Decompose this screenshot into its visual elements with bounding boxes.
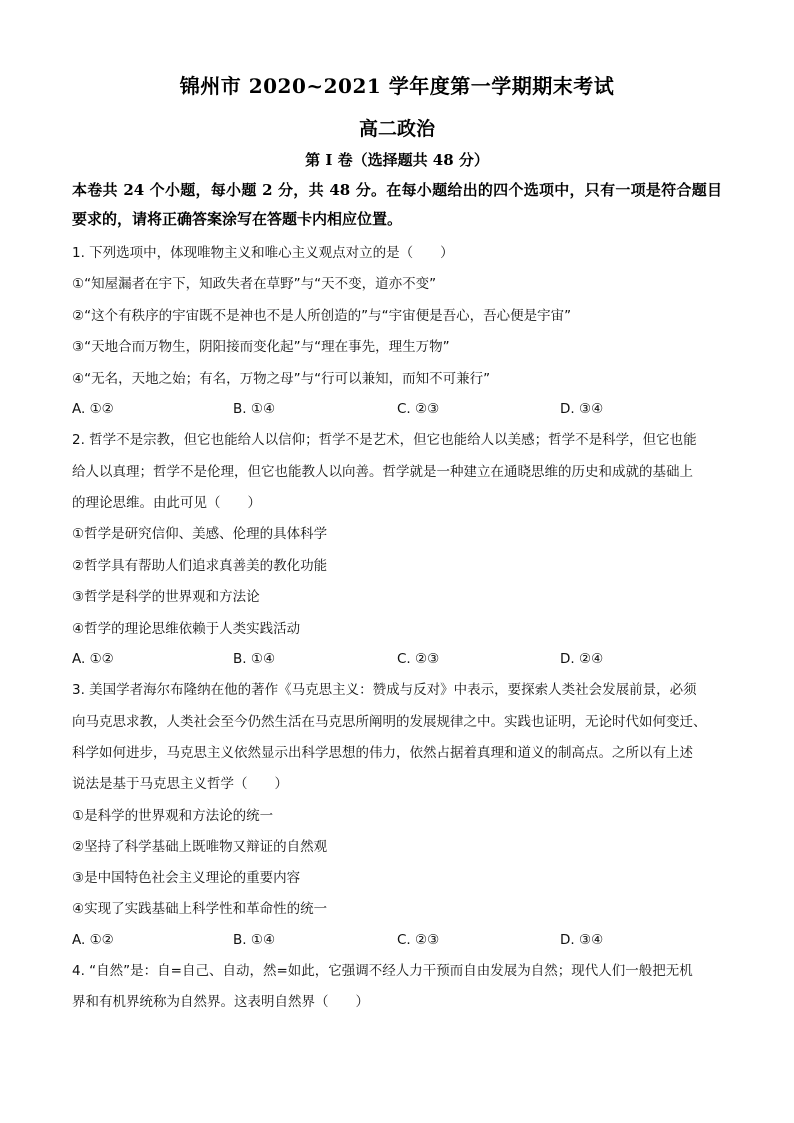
question-2-stem-line-2: 给人以真理；哲学不是伦理，但它也能教人以向善。哲学就是一种建立在通晓思维的历史和成就的基础上 xyxy=(72,464,693,480)
section-heading: 第 I 卷（选择题共 48 分） xyxy=(305,151,489,169)
instructions: 本卷共 24 个小题，每小题 2 分，共 48 分。在每小题给出的四个选项中，只有一项是符合题目要求的，请将正确答案涂写在答题卡内相应位置。 xyxy=(72,181,722,228)
question-3-option-d: D. ③④ xyxy=(560,932,604,948)
question-3-option-a: A. ①② xyxy=(72,932,114,948)
question-3-options xyxy=(72,930,722,950)
question-2-statement-3: ③哲学是科学的世界观和方法论 xyxy=(72,589,260,605)
question-3-statement-4: ④实现了实践基础上科学性和革命性的统一 xyxy=(72,901,328,917)
question-3-stem-line-2: 向马克思求教，人类社会至今仍然生活在马克思所阐明的发展规律之中。实践也证明，无论时代如何变迁、 xyxy=(72,714,707,730)
question-2-option-c: C. ②③ xyxy=(397,651,440,667)
question-1-statement-3: ③“天地合而万物生，阴阳接而变化起”与“理在事先，理生万物” xyxy=(72,339,450,355)
question-2-options xyxy=(72,649,722,669)
question-3-statement-3: ③是中国特色社会主义理论的重要内容 xyxy=(72,870,301,886)
question-3-option-c: C. ②③ xyxy=(397,932,440,948)
question-1-statement-2: ②“这个有秩序的宇宙既不是神也不是人所创造的”与“宇宙便是吾心，吾心便是宇宙” xyxy=(72,308,572,324)
question-1-option-a: A. ①② xyxy=(72,401,114,417)
question-2-option-d: D. ②④ xyxy=(560,651,604,667)
question-1-option-c: C. ②③ xyxy=(397,401,440,417)
question-3-statement-1: ①是科学的世界观和方法论的统一 xyxy=(72,808,274,824)
exam-title: 锦州市 2020~2021 学年度第一学期期末考试 xyxy=(179,74,615,98)
question-4-stem-line-1: 4. “自然”是：自=自己、自动，然=如此，它强调不经人力干预而自由发展为自然；现代人们一般把无机 xyxy=(72,963,693,979)
question-2-option-b: B. ①④ xyxy=(233,651,276,667)
question-2-statement-2: ②哲学具有帮助人们追求真善美的教化功能 xyxy=(72,558,328,574)
question-3-stem-line-3: 科学如何进步，马克思主义依然显示出科学思想的伟力，依然占据着真理和道义的制高点。之所以有上述 xyxy=(72,745,693,761)
question-2-statement-4: ④哲学的理论思维依赖于人类实践活动 xyxy=(72,621,301,637)
exam-subject: 高二政治 xyxy=(358,118,435,140)
question-1-option-b: B. ①④ xyxy=(233,401,276,417)
question-3-statement-2: ②坚持了科学基础上既唯物又辩证的自然观 xyxy=(72,839,328,855)
question-2-statement-1: ①哲学是研究信仰、美感、伦理的具体科学 xyxy=(72,526,328,542)
question-2-stem-line-3: 的理论思维。由此可见（ ） xyxy=(72,495,261,511)
question-3-stem-line-1: 3. 美国学者海尔布隆纳在他的著作《马克思主义：赞成与反对》中表示，要探索人类社会发展前景，必须 xyxy=(72,682,697,698)
question-1-statement-4: ④“无名，天地之始；有名，万物之母”与“行可以兼知，而知不可兼行” xyxy=(72,371,491,387)
question-1-stem: 1. 下列选项中，体现唯物主义和唯心主义观点对立的是（ ） xyxy=(72,245,454,261)
question-4-stem-line-2: 界和有机界统称为自然界。这表明自然界（ ） xyxy=(72,994,369,1010)
question-3-stem-line-4: 说法是基于马克思主义哲学（ ） xyxy=(72,776,288,792)
question-1-options xyxy=(72,399,722,419)
question-1-statement-1: ①“知屋漏者在宇下，知政失者在草野”与“天不变，道亦不变” xyxy=(72,276,437,292)
question-2-stem-line-1: 2. 哲学不是宗教，但它也能给人以信仰；哲学不是艺术，但它也能给人以美感；哲学不是科学，但它也能 xyxy=(72,432,697,448)
question-2-option-a: A. ①② xyxy=(72,651,114,667)
question-1-option-d: D. ③④ xyxy=(560,401,604,417)
question-3-option-b: B. ①④ xyxy=(233,932,276,948)
